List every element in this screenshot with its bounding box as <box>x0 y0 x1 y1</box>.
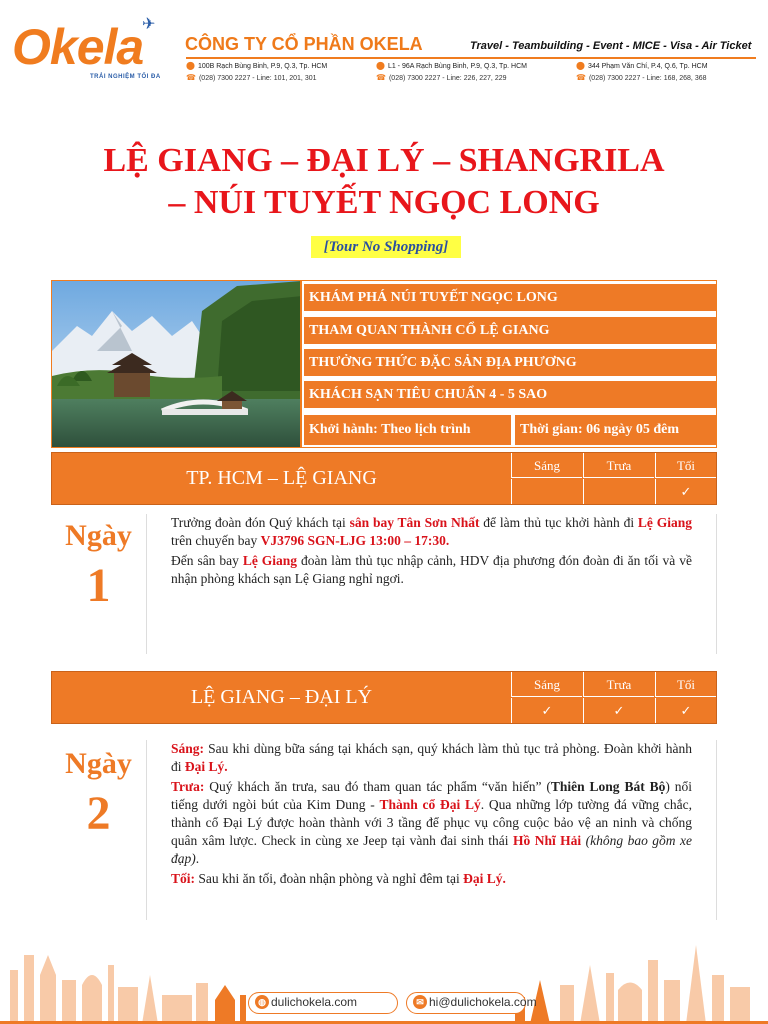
day-2-header <box>51 671 717 724</box>
day-1-label: Ngày 1 <box>51 516 146 616</box>
tour-highlights <box>301 280 717 448</box>
meal-lunch-header: Trưa <box>583 453 654 478</box>
services-list: Travel - Teambuilding - Event - MICE - Visa - Air Ticket <box>470 40 752 52</box>
evening-paragraph: Tối: Sau khi ăn tối, đoàn nhận phòng và nghỉ đêm tại Đại Lý. <box>171 871 506 886</box>
itinerary-paragraph: Trưởng đoàn đón Quý khách tại sân bay Tân Sơn Nhất để làm thủ tục khởi hành đi Lệ Giang trên chuyến bay VJ3796 SGN-LJG 13:00 – 17:30. <box>171 515 692 548</box>
office-3: ⬤ 344 Phạm Văn Chí, P.4, Q.6, Tp. HCM ☎ (028) 7300 2227 - Line: 168, 268, 368 <box>576 61 708 82</box>
meal-dinner-check: ✓ <box>655 698 716 723</box>
day-1-route: TP. HCM – LỆ GIANG <box>186 467 377 489</box>
location-pin-icon: ⬤ <box>376 61 385 70</box>
day-2-itinerary <box>146 740 717 920</box>
office-2: ⬤ L1 - 96A Rạch Bùng Binh, P.9, Q.3, Tp. HCM ☎ (028) 7300 2227 - Line: 226, 227, 229 <box>376 61 527 82</box>
phone-icon: ☎ <box>186 73 196 82</box>
email-link[interactable]: ✉ hi@dulichokela.com <box>406 992 526 1014</box>
meal-lunch-check <box>583 479 654 504</box>
website-link[interactable]: ◍ dulichokela.com <box>248 992 398 1014</box>
meal-breakfast-check: ✓ <box>511 698 582 723</box>
office-1: ⬤ 100B Rạch Bùng Binh, P.9, Q.3, Tp. HCM ☎ (028) 7300 2227 - Line: 101, 201, 301 <box>186 61 328 82</box>
highlight-item: THAM QUAN THÀNH CỔ LỆ GIANG <box>304 317 716 344</box>
page-header <box>0 0 768 100</box>
meal-lunch-check: ✓ <box>583 698 654 723</box>
tour-tag: [Tour No Shopping] <box>311 236 461 258</box>
highlight-item: KHÁCH SẠN TIÊU CHUẨN 4 - 5 SAO <box>304 381 716 408</box>
departure-info: Khởi hành: Theo lịch trình <box>304 415 511 445</box>
highlight-item: THƯỞNG THỨC ĐẶC SẢN ĐỊA PHƯƠNG <box>304 349 716 376</box>
meal-dinner-header: Tối <box>655 672 716 697</box>
meal-dinner-check: ✓ <box>655 479 716 504</box>
highlight-item: KHÁM PHÁ NÚI TUYẾT NGỌC LONG <box>304 284 716 311</box>
day-2-route: LỆ GIANG – ĐẠI LÝ <box>190 686 373 708</box>
phone-icon: ☎ <box>376 73 386 82</box>
location-pin-icon: ⬤ <box>186 61 195 70</box>
tour-title-line-2: – NÚI TUYẾT NGỌC LONG <box>168 184 600 221</box>
hero-landscape-image <box>51 280 301 448</box>
day-2-label: Ngày 2 <box>51 744 146 844</box>
meal-lunch-header: Trưa <box>583 672 654 697</box>
day-1-itinerary <box>146 514 717 654</box>
meal-breakfast-check <box>511 479 582 504</box>
duration-info: Thời gian: 06 ngày 05 đêm <box>515 415 716 445</box>
tour-title <box>0 140 768 224</box>
header-divider <box>186 57 756 59</box>
day-number: 1 <box>86 559 111 612</box>
tour-title-line-1: LỆ GIANG – ĐẠI LÝ – SHANGRILA <box>103 142 665 179</box>
phone-icon: ☎ <box>576 73 586 82</box>
morning-paragraph: Sáng: Sau khi dùng bữa sáng tại khách sạn, quý khách làm thủ tục trả phòng. Đoàn khởi hành đi Đại Lý. <box>171 741 692 774</box>
logo-slogan: TRẢI NGHIỆM TỐI ĐA <box>90 74 161 80</box>
logo-text: Okela <box>12 19 144 75</box>
meal-breakfast-header: Sáng <box>511 672 582 697</box>
company-name: CÔNG TY CỔ PHẦN OKELA <box>185 34 423 54</box>
day-1-header <box>51 452 717 505</box>
day-number: 2 <box>86 787 111 840</box>
location-pin-icon: ⬤ <box>576 61 585 70</box>
okela-logo[interactable] <box>12 18 172 86</box>
airplane-icon: ✈ <box>142 16 156 33</box>
itinerary-paragraph: Đến sân bay Lệ Giang đoàn làm thủ tục nhập cảnh, HDV địa phương đón đoàn đi ăn tối và về nhận phòng khách sạn Lệ Giang nghỉ ngơi. <box>171 553 692 586</box>
meal-dinner-header: Tối <box>655 453 716 478</box>
meal-breakfast-header: Sáng <box>511 453 582 478</box>
mail-icon: ✉ <box>413 995 427 1009</box>
globe-icon: ◍ <box>255 995 269 1009</box>
noon-paragraph: Trưa: Quý khách ăn trưa, sau đó tham quan tác phẩm “văn hiến” (Thiên Long Bát Bộ) nổi tiếng dưới ngòi bút của Kim Dung - Thành cổ Đại Lý. Qua những lớp tường đá vững chắc, thành cổ Đại Lý được hoàn thành với 3 tầng để phục vụ công cuộc bảo vệ an ninh và chống quân xâm lược. Check in cùng xe Jeep tại vành đai sinh thái Hồ Nhĩ Hải (không bao gồm xe đạp). <box>171 779 693 866</box>
